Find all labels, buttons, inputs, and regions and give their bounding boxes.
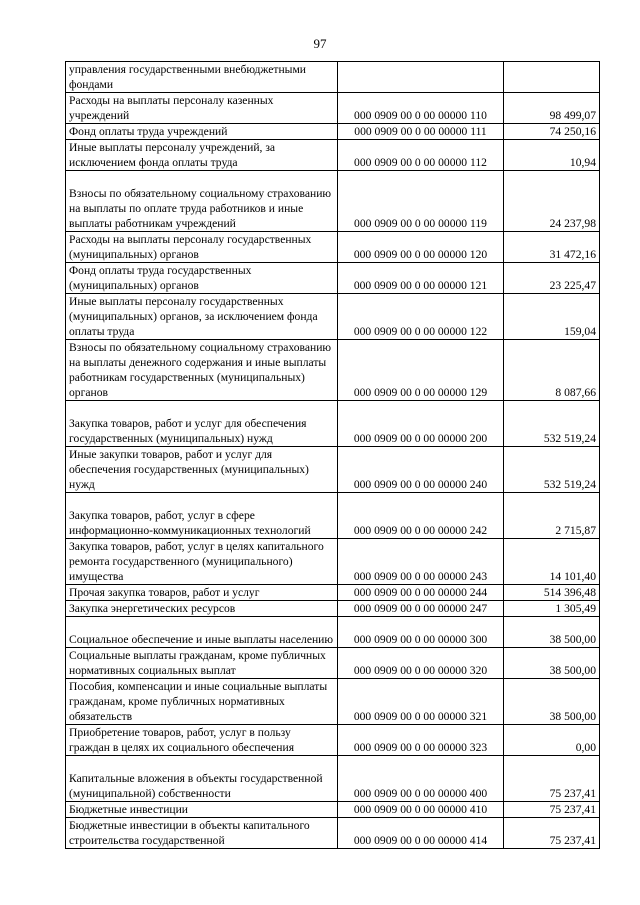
row-code: 000 0909 00 0 00 00000 200 <box>338 401 504 447</box>
row-code: 000 0909 00 0 00 00000 400 <box>338 756 504 802</box>
row-amount: 514 396,48 <box>504 585 600 601</box>
row-code: 000 0909 00 0 00 00000 119 <box>338 171 504 232</box>
row-name: Закупка энергетических ресурсов <box>66 601 338 617</box>
row-name: Прочая закупка товаров, работ и услуг <box>66 585 338 601</box>
row-name: Фонд оплаты труда учреждений <box>66 124 338 140</box>
row-name: Фонд оплаты труда государственных (муниципальных) органов <box>66 263 338 294</box>
row-amount <box>504 62 600 93</box>
row-name: Расходы на выплаты персоналу казенных учреждений <box>66 93 338 124</box>
row-code: 000 0909 00 0 00 00000 242 <box>338 493 504 539</box>
table-row <box>66 802 600 818</box>
row-name: Расходы на выплаты персоналу государственных (муниципальных) органов <box>66 232 338 263</box>
row-code: 000 0909 00 0 00 00000 121 <box>338 263 504 294</box>
table-row <box>66 617 600 648</box>
row-name: Закупка товаров, работ, услуг в сфере информационно-коммуникационных технологий <box>66 493 338 539</box>
row-amount: 75 237,41 <box>504 818 600 849</box>
row-code: 000 0909 00 0 00 00000 120 <box>338 232 504 263</box>
row-name: Пособия, компенсации и иные социальные выплаты гражданам, кроме публичных нормативных обязательств <box>66 679 338 725</box>
row-code: 000 0909 00 0 00 00000 112 <box>338 140 504 171</box>
row-amount: 38 500,00 <box>504 648 600 679</box>
row-name: Приобретение товаров, работ, услуг в пользу граждан в целях их социального обеспечения <box>66 725 338 756</box>
row-code: 000 0909 00 0 00 00000 414 <box>338 818 504 849</box>
row-amount: 31 472,16 <box>504 232 600 263</box>
row-amount: 14 101,40 <box>504 539 600 585</box>
row-name: Социальные выплаты гражданам, кроме публичных нормативных социальных выплат <box>66 648 338 679</box>
row-amount: 532 519,24 <box>504 401 600 447</box>
row-amount: 98 499,07 <box>504 93 600 124</box>
row-name: Иные закупки товаров, работ и услуг для обеспечения государственных (муниципальных) нужд <box>66 447 338 493</box>
row-code: 000 0909 00 0 00 00000 244 <box>338 585 504 601</box>
table-row <box>66 539 600 585</box>
row-code: 000 0909 00 0 00 00000 110 <box>338 93 504 124</box>
row-name: Взносы по обязательному социальному страхованию на выплаты денежного содержания и иные выплаты работникам государственных (муниципальных) органов <box>66 340 338 401</box>
row-code: 000 0909 00 0 00 00000 129 <box>338 340 504 401</box>
table-row <box>66 725 600 756</box>
table-row <box>66 340 600 401</box>
row-code: 000 0909 00 0 00 00000 240 <box>338 447 504 493</box>
table-row <box>66 493 600 539</box>
row-amount: 75 237,41 <box>504 802 600 818</box>
row-amount: 532 519,24 <box>504 447 600 493</box>
table-row <box>66 171 600 232</box>
table-row <box>66 401 600 447</box>
table-row <box>66 232 600 263</box>
table-row <box>66 93 600 124</box>
table-row <box>66 124 600 140</box>
row-code: 000 0909 00 0 00 00000 410 <box>338 802 504 818</box>
row-amount: 38 500,00 <box>504 679 600 725</box>
row-code: 000 0909 00 0 00 00000 320 <box>338 648 504 679</box>
row-amount: 10,94 <box>504 140 600 171</box>
row-amount: 23 225,47 <box>504 263 600 294</box>
table-row <box>66 679 600 725</box>
table-row <box>66 263 600 294</box>
row-name: Взносы по обязательному социальному страхованию на выплаты по оплате труда работников и иные выплаты работникам учреждений <box>66 171 338 232</box>
row-amount: 24 237,98 <box>504 171 600 232</box>
row-amount: 2 715,87 <box>504 493 600 539</box>
row-code <box>338 62 504 93</box>
row-amount: 74 250,16 <box>504 124 600 140</box>
row-amount: 8 087,66 <box>504 340 600 401</box>
row-amount: 0,00 <box>504 725 600 756</box>
table-row <box>66 585 600 601</box>
row-code: 000 0909 00 0 00 00000 323 <box>338 725 504 756</box>
row-code: 000 0909 00 0 00 00000 122 <box>338 294 504 340</box>
row-code: 000 0909 00 0 00 00000 111 <box>338 124 504 140</box>
table-row <box>66 294 600 340</box>
row-name: Закупка товаров, работ, услуг в целях капитального ремонта государственного (муниципального) имущества <box>66 539 338 585</box>
row-amount: 1 305,49 <box>504 601 600 617</box>
row-name: Бюджетные инвестиции в объекты капитального строительства государственной <box>66 818 338 849</box>
budget-table <box>65 61 600 849</box>
row-name: Закупка товаров, работ и услуг для обеспечения государственных (муниципальных) нужд <box>66 401 338 447</box>
row-name: Иные выплаты персоналу учреждений, за исключением фонда оплаты труда <box>66 140 338 171</box>
table-row <box>66 601 600 617</box>
row-name: Бюджетные инвестиции <box>66 802 338 818</box>
row-amount: 38 500,00 <box>504 617 600 648</box>
row-amount: 75 237,41 <box>504 756 600 802</box>
table-row <box>66 447 600 493</box>
row-code: 000 0909 00 0 00 00000 243 <box>338 539 504 585</box>
table-row <box>66 648 600 679</box>
row-code: 000 0909 00 0 00 00000 321 <box>338 679 504 725</box>
table-row <box>66 140 600 171</box>
row-name: управления государственными внебюджетными фондами <box>66 62 338 93</box>
row-amount: 159,04 <box>504 294 600 340</box>
table-row <box>66 756 600 802</box>
row-name: Капитальные вложения в объекты государственной (муниципальной) собственности <box>66 756 338 802</box>
table-row <box>66 62 600 93</box>
row-name: Иные выплаты персоналу государственных (муниципальных) органов, за исключением фонда оплаты труда <box>66 294 338 340</box>
row-code: 000 0909 00 0 00 00000 247 <box>338 601 504 617</box>
page-number: 97 <box>313 36 327 51</box>
row-name: Социальное обеспечение и иные выплаты населению <box>66 617 338 648</box>
row-code: 000 0909 00 0 00 00000 300 <box>338 617 504 648</box>
table-row <box>66 818 600 849</box>
